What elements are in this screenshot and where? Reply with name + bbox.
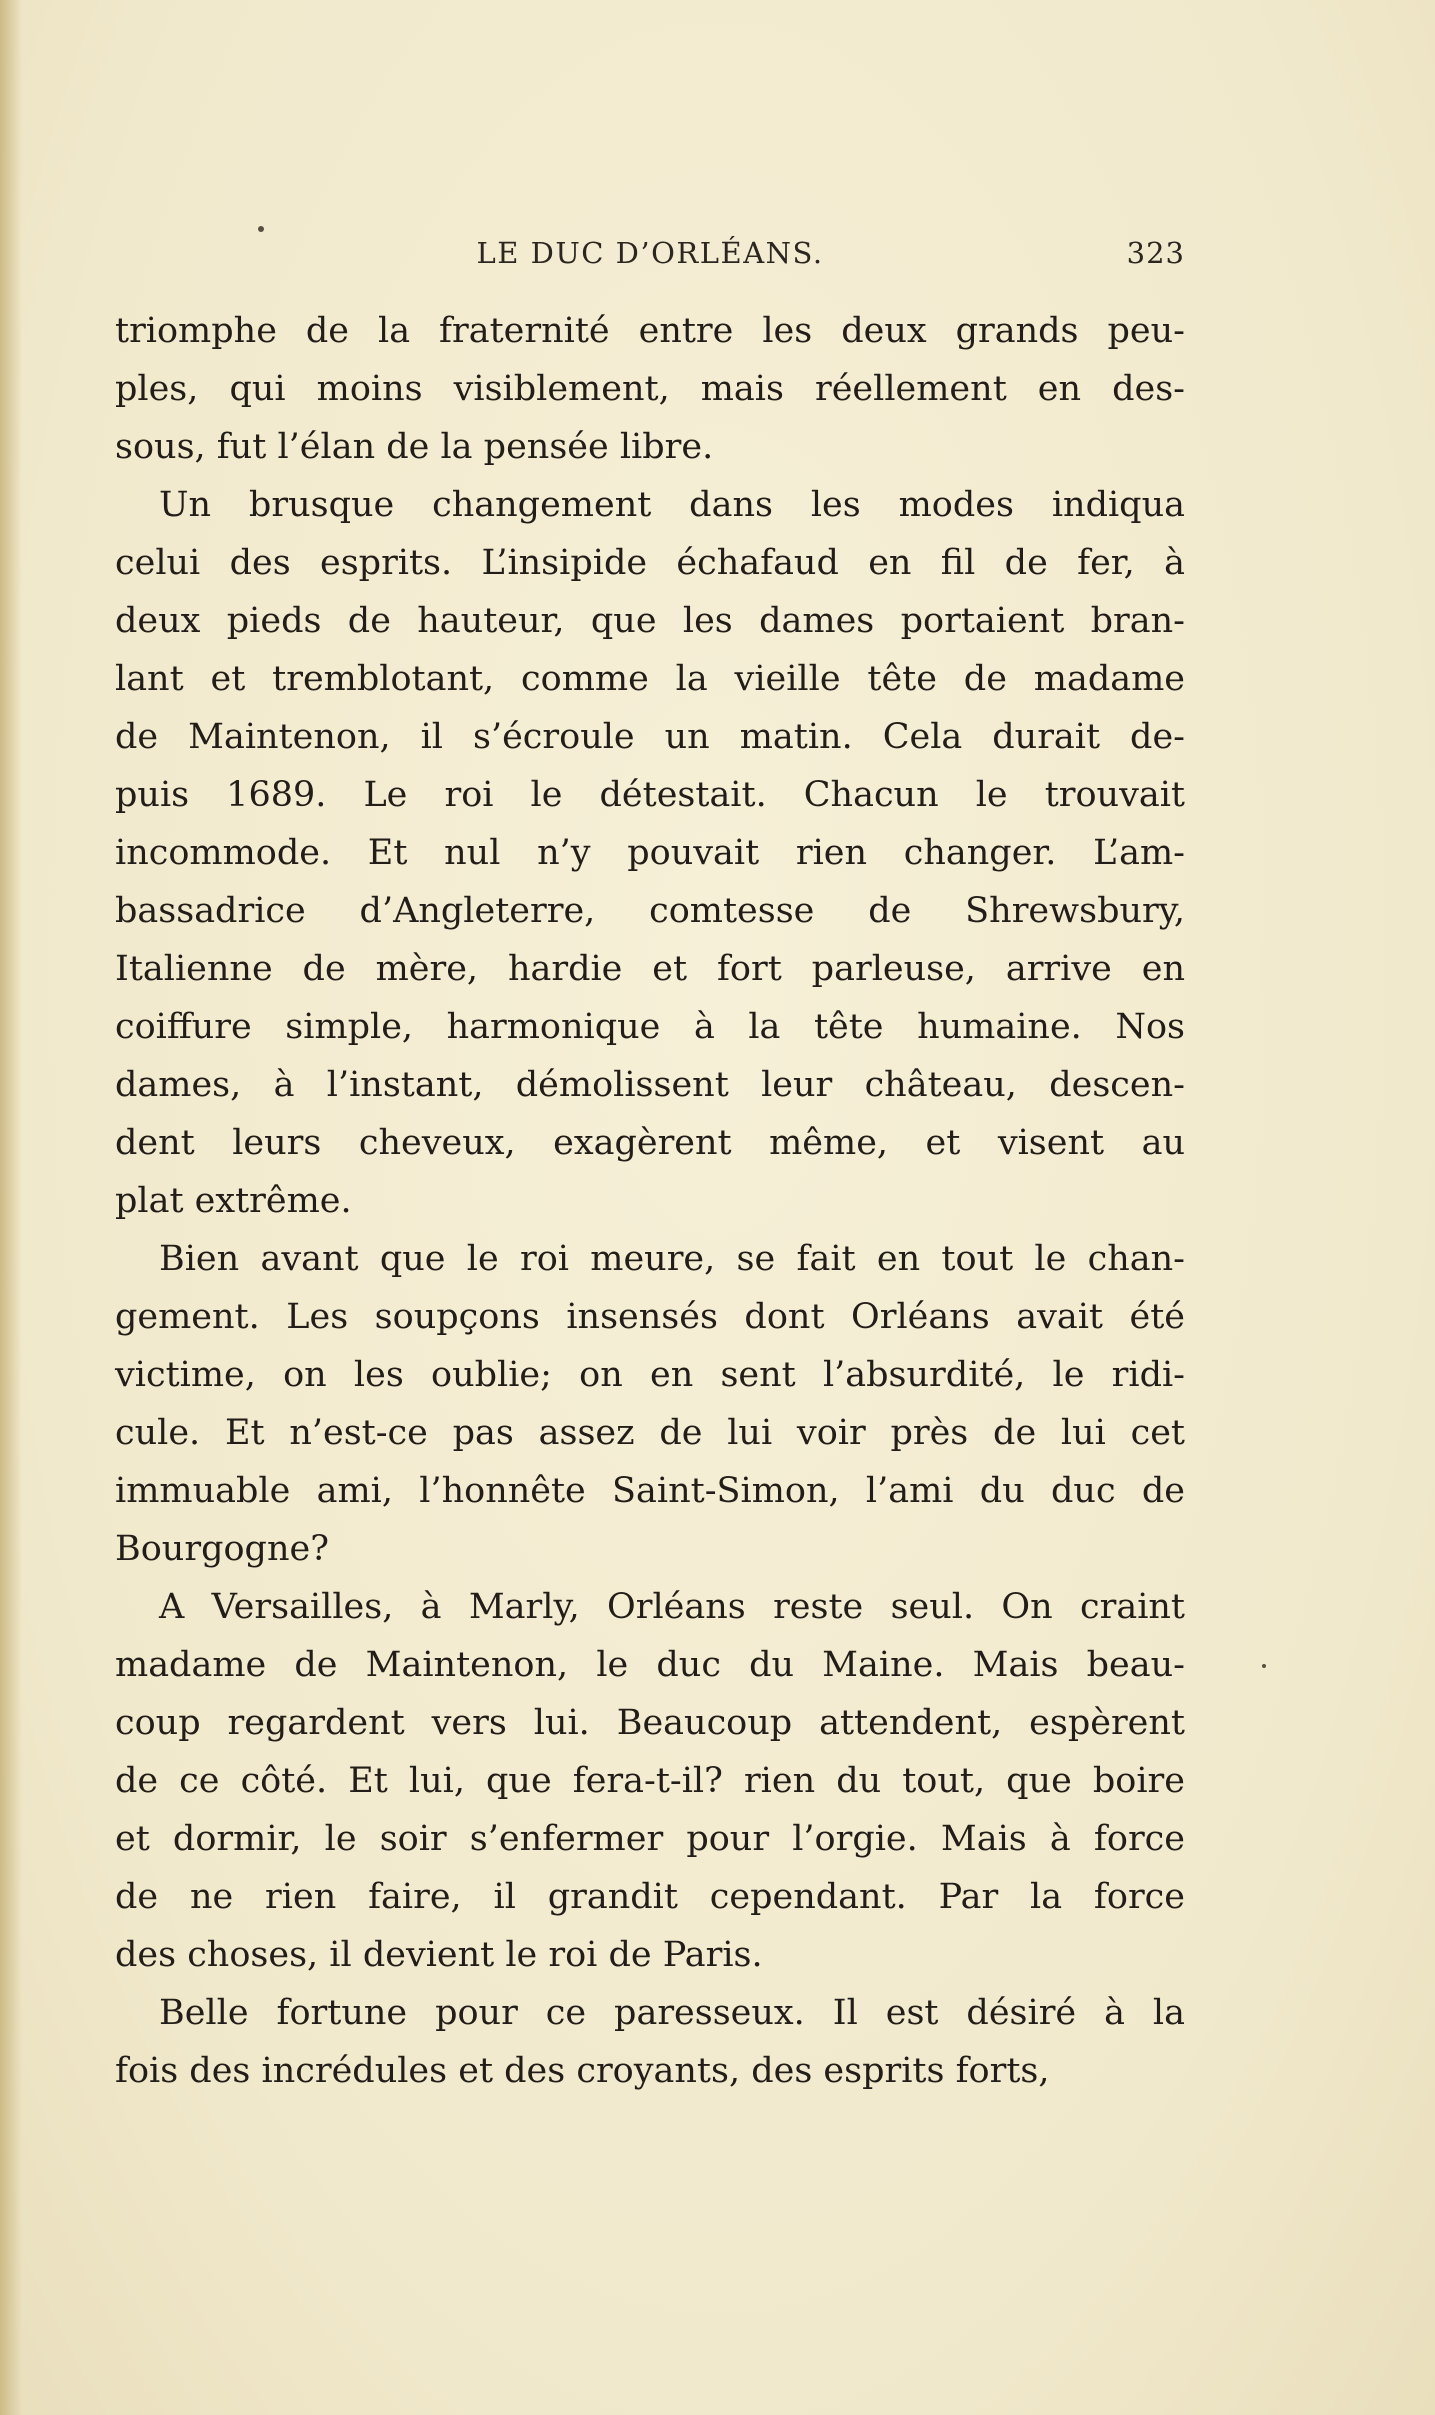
- page-number: 323: [1126, 236, 1185, 270]
- text-line: dames, à l’instant, démolissent leur château, descen-: [115, 1065, 1185, 1105]
- text-line: Bien avant que le roi meure, se fait en tout le chan-: [159, 1239, 1185, 1279]
- text-line: bassadrice d’Angleterre, comtesse de Shrewsbury,: [115, 891, 1185, 931]
- text-line: des choses, il devient le roi de Paris.: [115, 1935, 763, 1975]
- text-line: ples, qui moins visiblement, mais réellement en des-: [115, 369, 1185, 409]
- page-edge-shadow: [0, 0, 22, 2415]
- paragraph: [115, 302, 1185, 476]
- paragraph: [115, 1230, 1185, 1578]
- ink-speck: [1262, 1664, 1266, 1668]
- text-line: madame de Maintenon, le duc du Maine. Mais beau-: [115, 1645, 1185, 1685]
- text-line: coiffure simple, harmonique à la tête humaine. Nos: [115, 1007, 1185, 1047]
- text-line: incommode. Et nul n’y pouvait rien changer. L’am-: [115, 833, 1185, 873]
- text-line: deux pieds de hauteur, que les dames portaient bran-: [115, 601, 1185, 641]
- text-line: Bourgogne?: [115, 1529, 329, 1569]
- text-line: celui des esprits. L’insipide échafaud en fil de fer, à: [115, 543, 1185, 583]
- running-title: LE DUC D’ORLÉANS.: [476, 236, 824, 270]
- ink-speck: [258, 226, 264, 232]
- text-line: plat extrême.: [115, 1181, 352, 1221]
- body-text: [115, 302, 1185, 2100]
- page-header: [115, 236, 1185, 282]
- text-line: et dormir, le soir s’enfermer pour l’orgie. Mais à force: [115, 1819, 1185, 1859]
- paragraph: [115, 476, 1185, 1230]
- text-line: Un brusque changement dans les modes indiqua: [159, 485, 1185, 525]
- text-line: lant et tremblotant, comme la vieille tête de madame: [115, 659, 1185, 699]
- text-line: immuable ami, l’honnête Saint-Simon, l’ami du duc de: [115, 1471, 1185, 1511]
- text-line: coup regardent vers lui. Beaucoup attendent, espèrent: [115, 1703, 1185, 1743]
- text-line: victime, on les oublie; on en sent l’absurdité, le ridi-: [115, 1355, 1185, 1395]
- text-line: cule. Et n’est-ce pas assez de lui voir près de lui cet: [115, 1413, 1185, 1453]
- paragraph: [115, 1984, 1185, 2100]
- text-line: gement. Les soupçons insensés dont Orléans avait été: [115, 1297, 1185, 1337]
- text-line: sous, fut l’élan de la pensée libre.: [115, 427, 714, 467]
- text-line: A Versailles, à Marly, Orléans reste seul. On craint: [159, 1587, 1185, 1627]
- text-line: de ce côté. Et lui, que fera-t-il? rien du tout, que boire: [115, 1761, 1185, 1801]
- text-line: puis 1689. Le roi le détestait. Chacun le trouvait: [115, 775, 1185, 815]
- paragraph: [115, 1578, 1185, 1984]
- text-line: de Maintenon, il s’écroule un matin. Cela durait de-: [115, 717, 1185, 757]
- text-line: triomphe de la fraternité entre les deux grands peu-: [115, 311, 1185, 351]
- text-line: dent leurs cheveux, exagèrent même, et visent au: [115, 1123, 1185, 1163]
- text-line: Italienne de mère, hardie et fort parleuse, arrive en: [115, 949, 1185, 989]
- text-line: fois des incrédules et des croyants, des esprits forts,: [115, 2051, 1050, 2091]
- text-line: de ne rien faire, il grandit cependant. Par la force: [115, 1877, 1185, 1917]
- text-line: Belle fortune pour ce paresseux. Il est désiré à la: [159, 1993, 1185, 2033]
